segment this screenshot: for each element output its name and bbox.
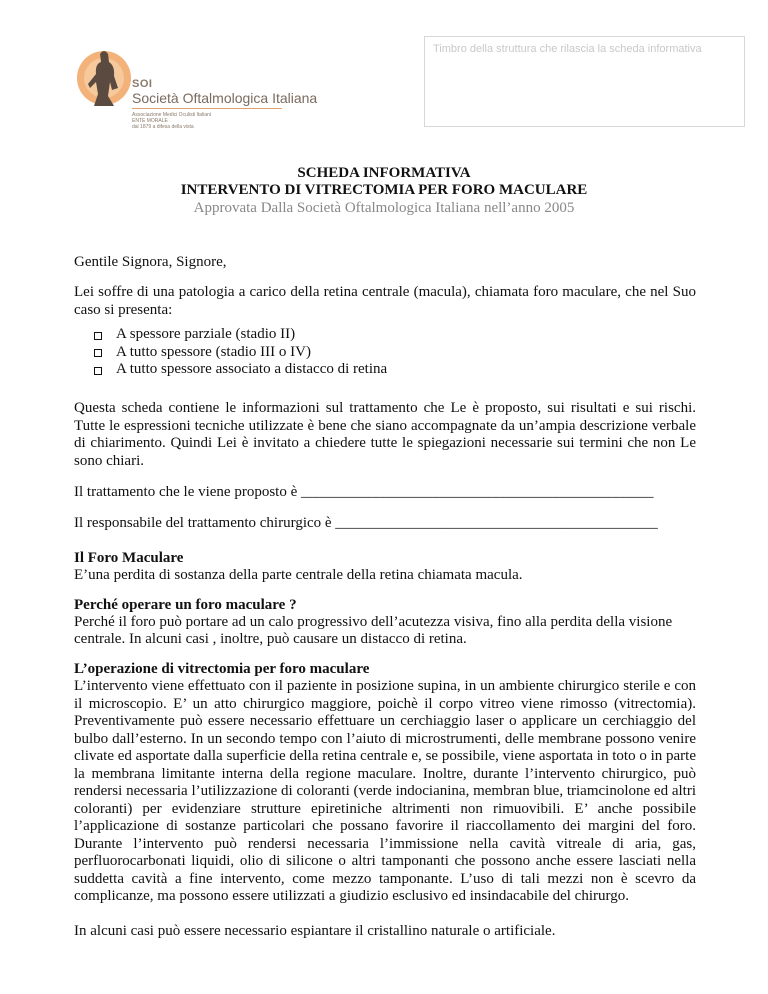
- logo-organization-name: Società Oftalmologica Italiana: [132, 90, 318, 106]
- document-subject: INTERVENTO DI VITRECTOMIA PER FORO MACULARE: [180, 182, 588, 198]
- checkbox-icon[interactable]: [94, 332, 102, 340]
- intro-paragraph: Lei soffre di una patologia a carico della retina centrale (macula), chiamata foro maculare, che nel Suo caso si presenta:: [74, 284, 696, 318]
- checkbox-icon[interactable]: [94, 367, 102, 375]
- section-text-perche-2: centrale. In alcuni casi , inoltre, può causare un distacco di retina.: [74, 631, 467, 647]
- section-heading-foro: Il Foro Maculare: [74, 550, 184, 566]
- logo-subtitle-line-1: Associazione Medici Oculisti Italiani: [132, 112, 211, 118]
- option-item[interactable]: [94, 326, 387, 344]
- section-heading-operazione: L’operazione di vitrectomia per foro maculare: [74, 661, 370, 677]
- checkbox-icon[interactable]: [94, 349, 102, 357]
- section-text-foro: E’una perdita di sostanza della parte centrale della retina chiamata macula.: [74, 567, 523, 583]
- greeting: Gentile Signora, Signore,: [74, 254, 227, 270]
- section-heading-perche: Perché operare un foro maculare ?: [74, 597, 297, 613]
- section-text-perche-1: Perché il foro può portare ad un calo progressivo dell’acutezza visiva, fino alla perdita della visione: [74, 614, 673, 630]
- treatment-fill-line: Il trattamento che le viene proposto è _______________________________________________: [74, 484, 654, 500]
- soi-emblem-icon: [76, 40, 132, 120]
- logo-subtitle: [132, 112, 211, 130]
- stamp-box: [424, 36, 745, 127]
- info-paragraph: Questa scheda contiene le informazioni sul trattamento che Le è proposto, sui risultati e sui rischi. Tutte le espressioni tecniche utilizzate è bene che siano accompagnate da un’ampia descrizione verbale di chiarimento. Quindi Lei è invitato a chiedere tutte le spiegazioni necessarie sui termini che non Le sono chiari.: [74, 400, 696, 469]
- option-label: A tutto spessore (stadio III o IV): [116, 343, 311, 360]
- logo-divider: [132, 108, 282, 109]
- section-text-operazione: L’intervento viene effettuato con il paziente in posizione supina, in un ambiente chirurgico sterile e con il microscopio. E’ un atto chirurgico maggiore, poichè il corpo vitreo viene rimosso (vitrectomia). Preventivamente può essere necessario effettuare un cerchiaggio laser o applicare un cerchiaggio del bulbo dall’esterno. In un secondo tempo con l’aiuto di microstrumenti, delle membrane possono venire clivate ed asportate dalla superficie della retina centrale e, se possibile, viene asportata in toto o in parte la membrana limitante interna della regione maculare. Inoltre, durante l’intervento chirurgico, può rendersi necessaria l’utilizzazione di coloranti (verde indocianina, membran blue, triamcinolone ed altri coloranti) per evidenziare strutture epiretiniche altrimenti non rimuovibili. E’ anche possibile l’applicazione di sostanze particolari che possano favorire il riaccollamento dei margini del foro. Durante l’intervento può rendersi necessaria l’immissione nella cavità vitreale di aria, gas, perfluorocarbonati liquidi, olio di silicone o altri tamponanti che possono anche essere lasciati nella suddetta cavità a fine intervento, come mezzo tamponante. L’uso di tali mezzi non è scevro da complicanze, ma possono essere utilizzati a giudizio esclusivo ed insindacabile del chirurgo.: [74, 678, 696, 904]
- logo-subtitle-line-2: ENTE MORALE: [132, 118, 168, 124]
- soi-logo: [76, 40, 318, 132]
- logo-subtitle-line-3: dal 1879 a difesa della vista: [132, 124, 194, 130]
- option-label: A spessore parziale (stadio II): [116, 326, 296, 343]
- option-label: A tutto spessore associato a distacco di retina: [116, 361, 388, 378]
- document-title: SCHEDA INFORMATIVA: [297, 165, 471, 181]
- approval-note: Approvata Dalla Società Oftalmologica Italiana nell’anno 2005: [193, 200, 575, 216]
- logo-abbreviation: SOI: [132, 78, 153, 90]
- stamp-label: Timbro della struttura che rilascia la scheda informativa: [433, 43, 702, 55]
- responsible-fill-line: Il responsabile del trattamento chirurgico è ___________________________________________: [74, 515, 658, 531]
- option-item[interactable]: [94, 344, 387, 362]
- section-text-operazione-last: In alcuni casi può essere necessario espiantare il cristallino naturale o artificiale.: [74, 923, 556, 939]
- option-item[interactable]: [94, 361, 387, 379]
- condition-options: [94, 326, 387, 379]
